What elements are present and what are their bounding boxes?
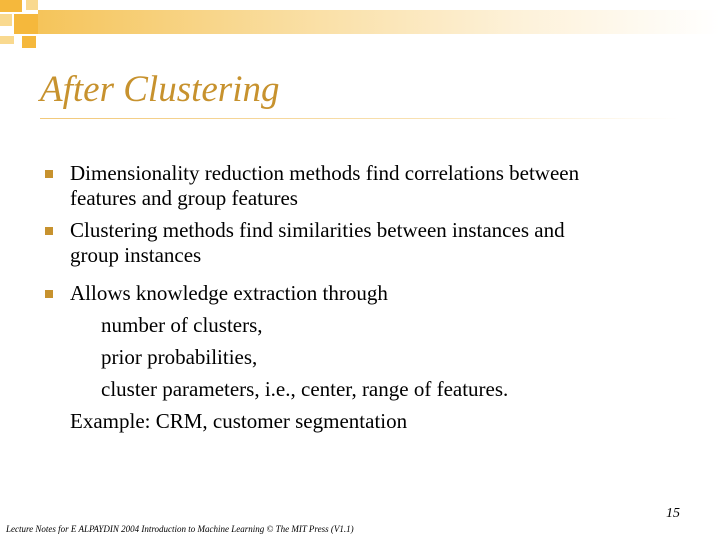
decorative-square [26, 0, 38, 10]
decorative-square [0, 36, 14, 44]
example-line: Example: CRM, customer segmentation [70, 409, 408, 433]
footer-citation: Lecture Notes for E ALPAYDIN 2004 Introduction to Machine Learning © The MIT Press (V1.1) [6, 524, 354, 534]
bullet-line: Clustering methods find similarities between instances and [70, 218, 565, 242]
decorative-square [14, 14, 38, 34]
bullet-line: features and group features [70, 186, 298, 210]
sub-item: prior probabilities, [101, 345, 258, 369]
bullet-square-icon [45, 290, 53, 298]
sub-item: cluster parameters, i.e., center, range of features. [101, 377, 509, 401]
bullet-line: Allows knowledge extraction through [70, 281, 388, 305]
decorative-square [0, 14, 12, 26]
bullet-line: group instances [70, 243, 202, 267]
header-decoration [0, 0, 720, 60]
sub-item: number of clusters, [101, 313, 263, 337]
decorative-square [0, 0, 22, 12]
bullet-square-icon [45, 227, 53, 235]
bullet-line: Dimensionality reduction methods find correlations between [70, 161, 580, 185]
bullet-square-icon [45, 170, 53, 178]
title-divider [40, 118, 680, 119]
slide-title: After Clustering [40, 69, 280, 110]
decorative-square [22, 36, 36, 48]
page-number: 15 [666, 506, 680, 521]
header-gradient-band [38, 10, 720, 34]
